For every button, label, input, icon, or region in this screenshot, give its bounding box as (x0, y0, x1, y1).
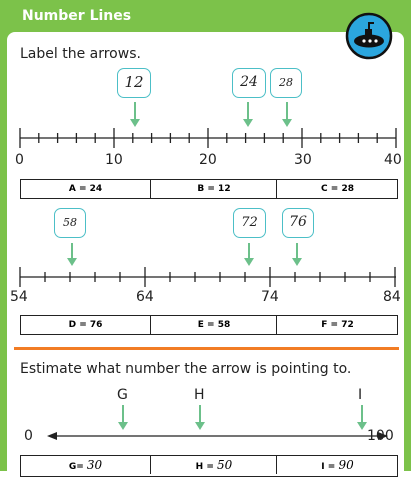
arrow-label-h: H (194, 387, 205, 403)
answer-value: 90 (338, 458, 354, 472)
line-start-label: 0 (24, 428, 33, 444)
key-cell-a: A = 24 (68, 184, 103, 194)
key-cell-c: C = 28 (276, 180, 398, 198)
answer-value: 30 (86, 458, 103, 472)
tick-label: 20 (199, 152, 217, 168)
answer-cell-i[interactable] (276, 456, 398, 474)
tick-label: 54 (10, 289, 28, 305)
answer-label: I = (321, 462, 336, 472)
line-end-label: 100 (367, 428, 394, 444)
estimate-answer-row (20, 455, 398, 477)
section-divider (14, 347, 399, 350)
tick-label: 10 (105, 152, 123, 168)
arrow-label-i: I (358, 387, 363, 403)
key-cell-b: B = 12 (150, 180, 277, 198)
tick-label: 0 (15, 152, 24, 168)
tick-label: 64 (136, 289, 154, 305)
answer-label: G= (68, 462, 84, 472)
answer-key-1 (20, 179, 398, 199)
answer-cell-g[interactable] (21, 456, 150, 474)
answer-key-2 (20, 315, 398, 335)
arrow-label-g: G (117, 387, 128, 403)
answer-bubble-24[interactable]: 24 (232, 68, 266, 98)
instruction-estimate: Estimate what number the arrow is pointing to. (20, 361, 352, 377)
answer-bubble-12[interactable]: 12 (117, 68, 151, 98)
page-title: Number Lines (22, 8, 132, 24)
answer-bubble-72[interactable]: 72 (233, 208, 266, 238)
answer-label: H = (195, 462, 214, 472)
answer-bubble-76[interactable]: 76 (282, 208, 314, 238)
tick-label: 30 (294, 152, 312, 168)
tick-label: 74 (261, 289, 279, 305)
key-cell-f: F = 72 (276, 316, 398, 334)
key-cell-d: D = 76 (68, 320, 103, 330)
tick-label: 84 (383, 289, 401, 305)
key-cell-e: E = 58 (150, 316, 277, 334)
instruction-label-arrows: Label the arrows. (20, 46, 141, 62)
answer-bubble-58[interactable]: 58 (54, 208, 86, 238)
tick-label: 40 (384, 152, 402, 168)
answer-value: 50 (217, 458, 233, 472)
answer-cell-h[interactable] (150, 456, 277, 474)
answer-bubble-28[interactable]: 28 (270, 68, 302, 98)
